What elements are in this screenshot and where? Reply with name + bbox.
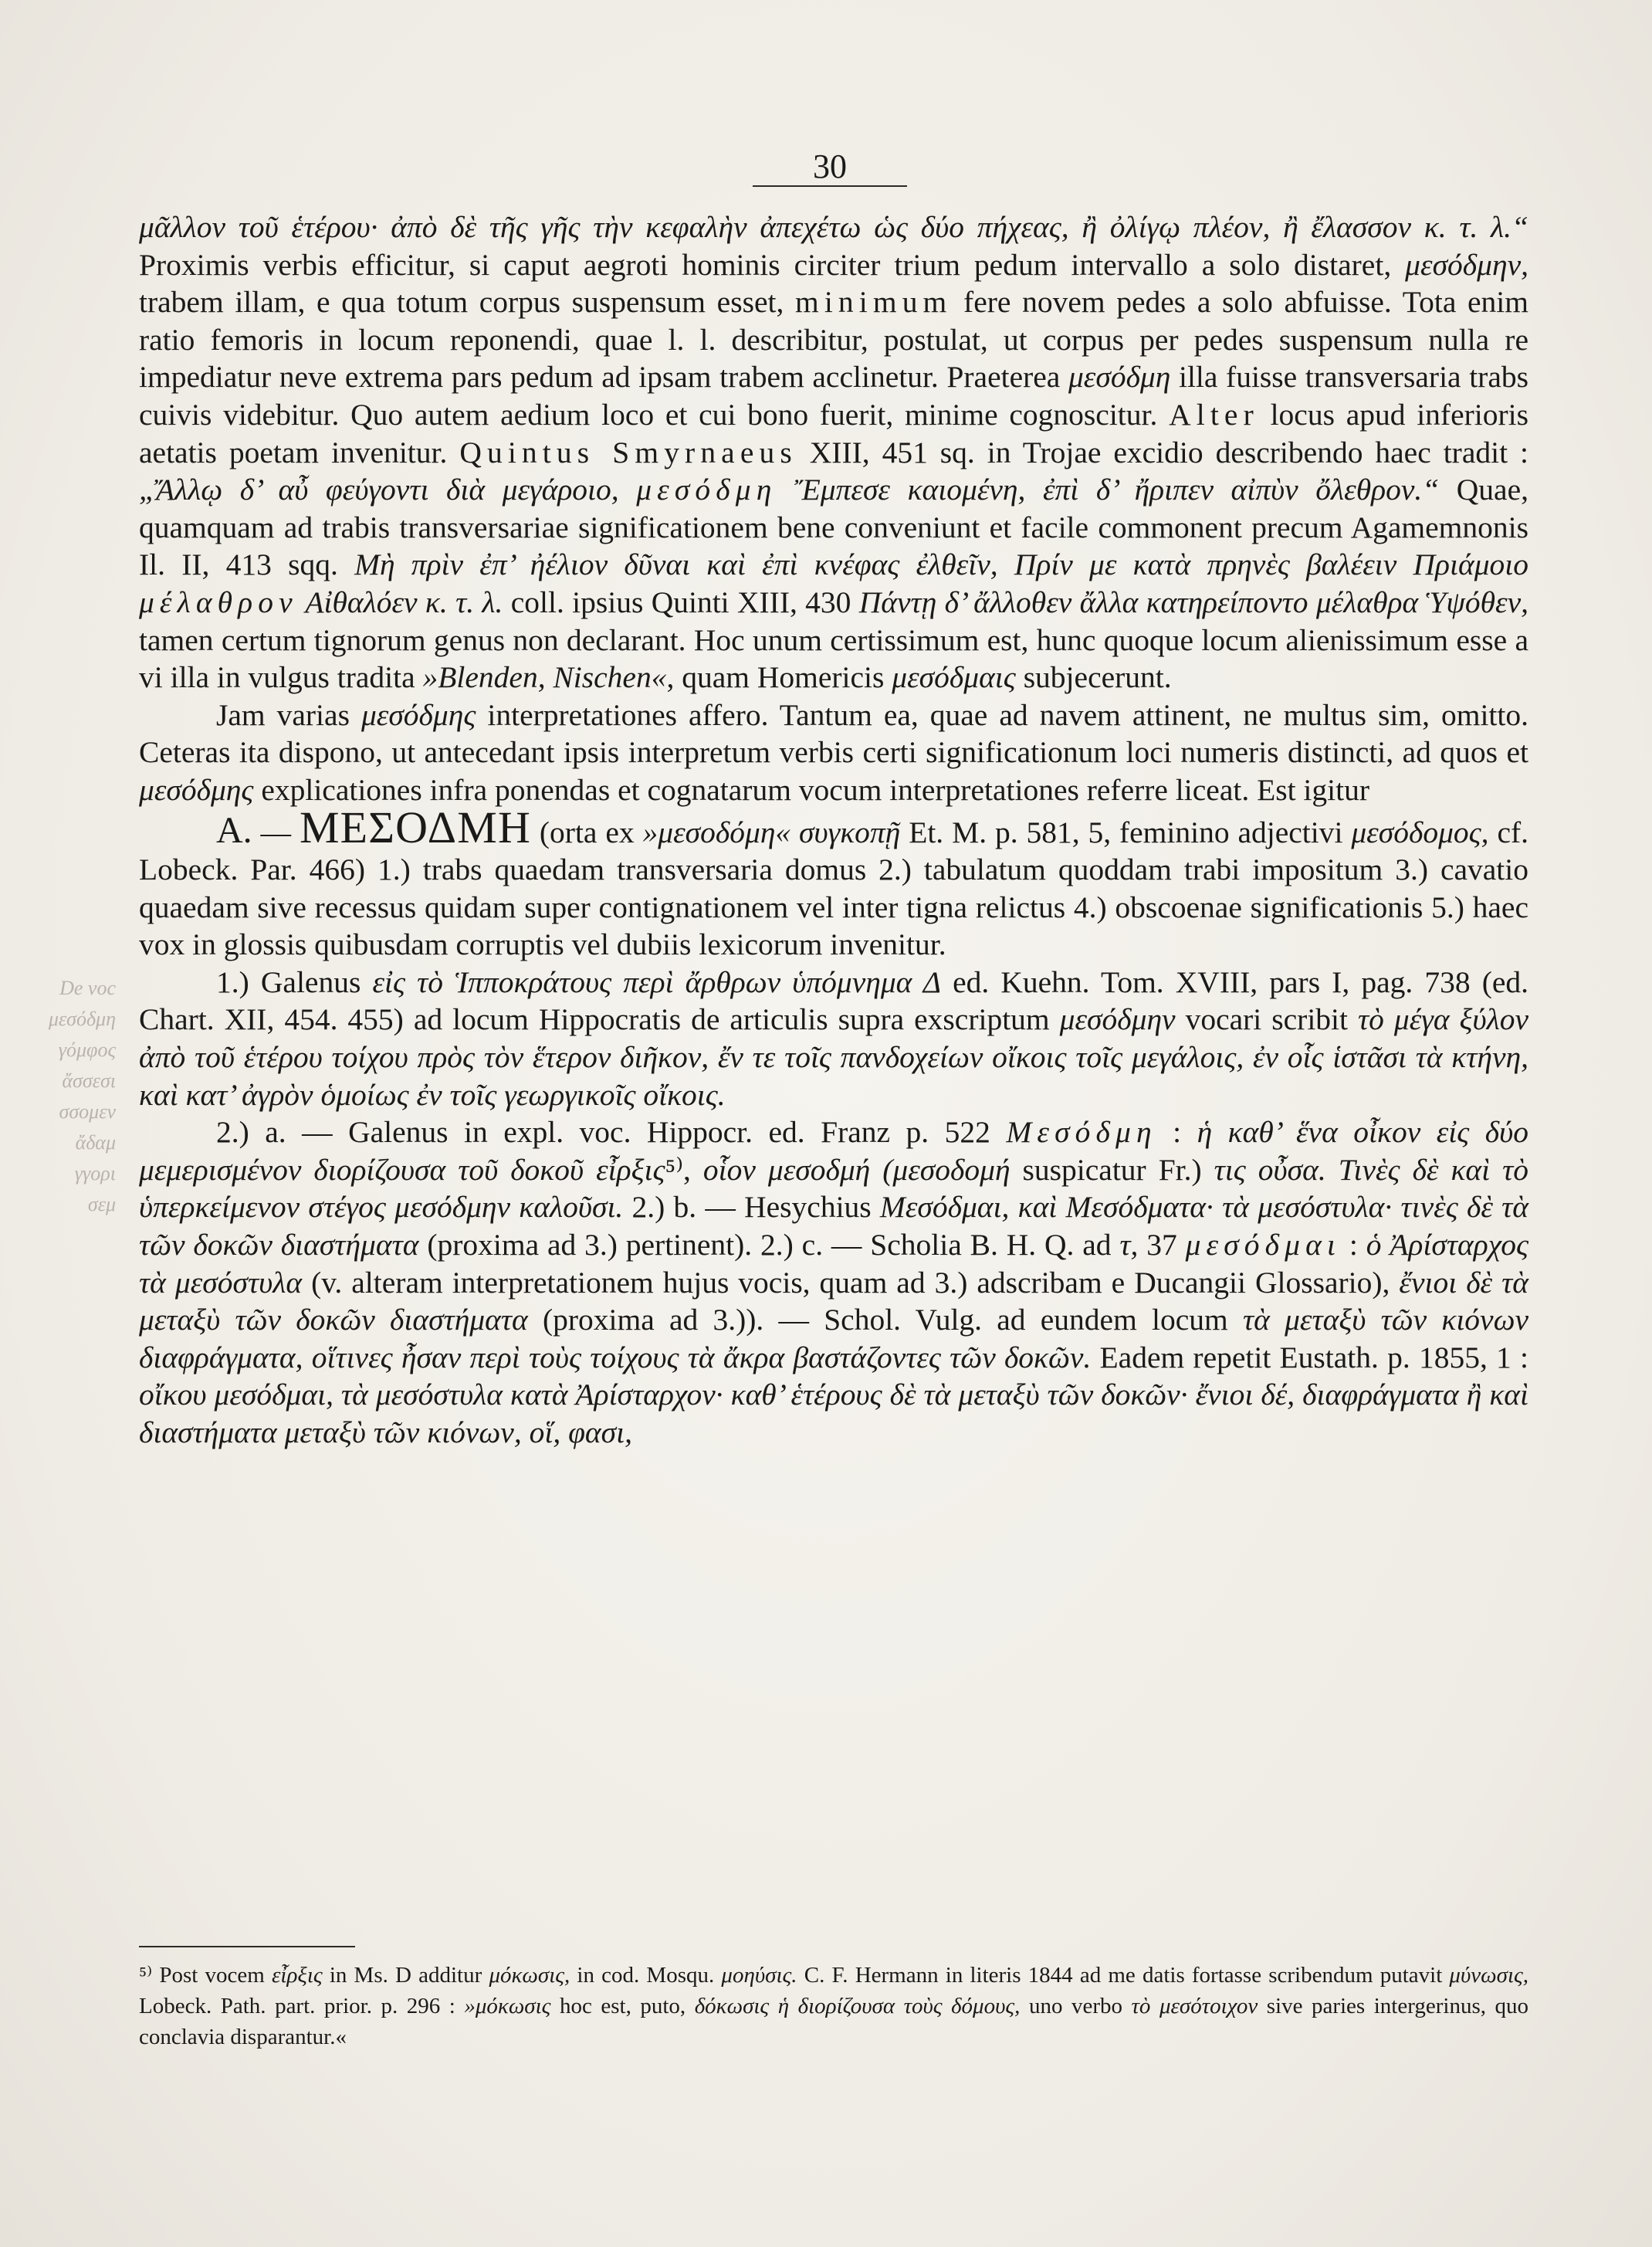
text-run: μεσόδμην, <box>1405 247 1528 282</box>
text-run: Μεσόδμη <box>1006 1115 1157 1150</box>
text-run: cf. Lobeck. Par. 466) 1.) trabs quaedam transversaria domus 2.) tabulatum quoddam trabi impositum 3.) cavatio quaedam sive recessus quidam super contignationem vel inter tigna relictus 4.) obscoenae significationis 5.) haec vox in glossis quibusdam corruptis vel dubiis lexicorum invenitur. <box>139 815 1529 962</box>
bleed-through-text: De voc μεσόδμη γόμφος ἄσσεσι σσομεν ἄδαμ γγορι σεμ <box>48 977 116 1215</box>
text-run: εἰς τὸ Ἱπποκράτους περὶ ἄρθρων ὑπόμνημα Δ <box>372 964 941 999</box>
text-run: μᾶλλον τοῦ ἑτέρου· ἀπὸ δὲ τῆς γῆς τὴν κεφαλὴν ἀπεχέτω ὡς δύο πήχεας, ἢ ὀλίγῳ πλέον, ἢ ἔλασσον κ. τ. λ.“ <box>139 210 1528 244</box>
text-run: , <box>683 1152 703 1187</box>
text-run: (orta ex <box>531 815 643 849</box>
text-run: Μὴ πρὶν ἐπ’ ἠέλιον δῦναι καὶ ἐπὶ κνέφας ἐλθεῖν, Πρίν με κατὰ πρηνὲς βαλέειν Πριάμοιο <box>354 547 1528 582</box>
text-run: explicationes infra ponendas et cognatarum vocum interpretationes referre liceat. Est igitur <box>253 772 1370 807</box>
text-run: μεσόδμαις <box>892 660 1016 695</box>
text-run: μεσόδμη <box>636 473 777 507</box>
text-run: in Ms. D additur <box>322 1963 489 1988</box>
text-run: (v. alteram interpretationem hujus vocis, quam ad 3.) adscribam e Ducangii Glossario), <box>302 1265 1400 1300</box>
text-run: A. <box>216 809 252 851</box>
text-run: trabem illam, e qua totum corpus suspensum esset, <box>139 285 795 320</box>
text-run: interpretationes affero. Tantum ea, quae ad navem attinent, ne multus sim, omitto. Ceteras ita dispono, ut antecedant ipsis interpretum verbis certi significationum loci numeris distincti, ad quos et <box>139 697 1528 770</box>
text-run: locus apud inferioris aetatis poetam invenitur. <box>139 397 1528 469</box>
text-run: Μεσόδμαι, καὶ Μεσόδματα· τὰ μεσόστυλα· τινὲς δὲ τὰ τῶν δοκῶν διαστήματα <box>139 1190 1529 1262</box>
text-run: fere novem pedes a solo abfuisse. Tota enim ratio femoris in locum reponendi, quae l. l. describitur, postulat, ut corpus per pedes suspensum nulla re impediatur neve extrema pars pedum ad ipsam trabem acclinetur. Praeterea <box>139 285 1528 395</box>
text-run: ⁵⁾ Post vocem <box>139 1963 272 1988</box>
text-run: μεσόδμην <box>1059 1002 1176 1037</box>
text-run: : <box>1341 1228 1366 1262</box>
page-number-rule <box>753 185 907 187</box>
footnote-rule <box>139 1946 355 1947</box>
text-run: ⁵⁾ <box>665 1152 684 1187</box>
text-run: Proximis verbis efficitur, si caput aegroti hominis circiter trium pedum intervallo a solo distaret, <box>139 247 1406 282</box>
text-run: 1.) Galenus <box>216 964 373 999</box>
text-run: (proxima ad 3.)). — Schol. Vulg. ad eundem locum <box>527 1303 1243 1337</box>
paragraph-3-lemma <box>139 802 1529 964</box>
text-run: μεσόδμης <box>139 772 254 807</box>
text-run: — <box>252 815 300 849</box>
text-run: μεσόδομος, <box>1351 815 1489 849</box>
text-run: ἡ καθ’ ἕνα οἶκον εἰς δύο μεμερισμένον διορίζουσα τοῦ δοκοῦ εἶρξις <box>139 1115 1529 1187</box>
text-run: uno verbo <box>1020 1994 1132 2018</box>
footnote <box>139 1960 1528 2052</box>
text-run: Alter <box>1169 397 1259 432</box>
footnote-5 <box>139 1960 1528 2052</box>
text-run: Quae, quamquam ad trabis transversariae significationem bene conveniunt et facile commonent precum Agamemnonis Il. II, 413 sqq. <box>139 473 1528 582</box>
text-run: Lobeck. Path. part. prior. p. 296 : <box>139 1994 465 2018</box>
text-run: tamen certum tignorum genus non declarant. Hoc unum certissimum est, hunc quoque locum alienissimum esse a vi illa in vulgus tradita <box>139 622 1528 695</box>
text-run: τὸ μέγα ξύλον ἀπὸ τοῦ ἑτέρου τοίχου πρὸς τὸν ἕτερον διῆκον, ἔν τε τοῖς πανδοχείων οἴκοις τοῖς μεγάλοις, ἐν οἷς ἱστᾶσι τὰ κτήνη, καὶ κατ’ ἀγρὸν ὁμοίως ἐν τοῖς γεωργικοῖς οἴκοις. <box>139 1002 1528 1112</box>
body-text <box>139 208 1528 1452</box>
page-number: 30 <box>813 147 847 185</box>
text-run: μοηύσις. <box>721 1963 797 1988</box>
paragraph-4 <box>139 964 1528 1113</box>
text-run: Jam varias <box>216 697 361 732</box>
text-run: μεσόδμαι <box>1185 1228 1341 1262</box>
paragraph-2 <box>139 696 1528 809</box>
text-run: (proxima ad 3.) pertinent). 2.) c. — Scholia B. H. Q. ad <box>418 1228 1120 1262</box>
text-run: Et. M. p. 581, 5, feminino adjectivi <box>900 815 1352 849</box>
text-run: ἔνιοι δὲ τὰ μεταξὺ τῶν δοκῶν διαστήματα <box>139 1265 1528 1337</box>
text-run: τις οὖσα. Τινὲς δὲ καὶ τὸ ὑπερκείμενον στέγος μεσόδμην καλοῦσι. <box>139 1152 1528 1225</box>
text-run: vocari scribit <box>1175 1002 1358 1037</box>
text-run: Quintus Smyrnaeus <box>459 435 797 469</box>
text-run: Ἔμπεσε καιομένη, ἐπὶ δ’ ἤριπεν αἰπὺν ὄλεθρον.“ <box>777 473 1440 507</box>
text-run: Eadem repetit Eustath. p. 1855, 1 : <box>1091 1340 1529 1374</box>
text-run: suspicatur Fr.) <box>1010 1152 1214 1187</box>
text-run: hoc est, puto, <box>550 1994 695 2018</box>
text-run: ed. Kuehn. Tom. XVIII, pars I, pag. 738 (ed. Chart. XII, 454. 455) ad locum Hippocratis de articulis supra exscriptum <box>139 964 1529 1037</box>
text-run: in cod. Mosqu. <box>570 1963 722 1988</box>
text-run: : <box>1156 1115 1197 1150</box>
text-run: οἷον μεσοδμή (μεσοδομή <box>702 1152 1010 1187</box>
text-run: μέλαθρον <box>139 585 298 619</box>
text-run: subjecerunt. <box>1015 660 1172 695</box>
text-run: 2.) a. — Galenus in expl. voc. Hippocr. ed. Franz p. 522 <box>216 1115 1007 1150</box>
text-run: C. F. Hermann in literis 1844 ad me datis fortasse scribendum putavit <box>797 1963 1450 1988</box>
text-run: ΜΕΣΟΔΜΗ <box>299 802 532 852</box>
text-run: coll. ipsius Quinti XIII, 430 <box>503 585 859 619</box>
text-run: sive paries intergerinus, quo conclavia disparantur.« <box>139 1994 1529 2049</box>
text-run: XIII, 451 sq. in Trojae excidio describendo haec tradit : <box>797 435 1528 469</box>
text-run: „Ἄλλῳ δ’ αὖ φεύγοντι διὰ μεγάροιο, <box>139 473 637 507</box>
text-run: μεσόδμης <box>361 697 476 732</box>
text-run: »μεσοδόμη« συγκοπῇ <box>642 815 901 849</box>
text-run: minimum <box>795 285 953 320</box>
text-run: τὰ μεταξὺ τῶν κιόνων διαφράγματα, οἵτινες ἦσαν περὶ τοὺς τοίχους τὰ ἄκρα βαστάζοντες τῶν δοκῶν. <box>139 1303 1529 1374</box>
text-run: μύνωσις, <box>1449 1963 1529 1988</box>
paragraph-5 <box>139 1113 1528 1451</box>
text-run: τὸ μεσότοιχον <box>1131 1994 1258 2018</box>
text-run: μεσόδμη <box>1068 360 1171 395</box>
text-run: δόκωσις ἡ διορίζουσα τοὺς δόμους, <box>694 1994 1021 2018</box>
text-run: Αἰθαλόεν κ. τ. λ. <box>297 585 503 619</box>
text-run: 37 <box>1138 1228 1186 1262</box>
text-run: »Blenden, Nischen« <box>422 660 667 695</box>
text-run: Πάντῃ δ’ ἄλλοθεν ἄλλα κατηρείποντο μέλαθρα Ὑψόθεν, <box>858 585 1528 619</box>
text-run: ὁ Ἀρίσταρχος τὰ μεσόστυλα <box>139 1228 1528 1300</box>
text-run: οἴκου μεσόδμαι, τὰ μεσόστυλα κατὰ Ἀρίσταρχον· καθ’ ἑτέρους δὲ τὰ μεταξὺ τῶν δοκῶν· ἔνιοι δέ, διαφράγματα ἢ καὶ διαστήματα μεταξὺ τῶν κιόνων, οἵ, φασι, <box>139 1378 1528 1449</box>
text-run: τ, <box>1119 1228 1139 1262</box>
text-run: 2.) b. — Hesychius <box>623 1190 880 1225</box>
text-run: »μόκωσις <box>464 1994 551 2018</box>
text-run: , quam Homericis <box>666 660 892 695</box>
paragraph-1 <box>139 208 1528 696</box>
text-run: illa fuisse transversaria trabs cuivis videbitur. Quo autem aedium loco et cui bono fuerit, minime cognoscitur. <box>139 360 1528 432</box>
text-run: μόκωσις, <box>489 1963 570 1988</box>
text-run: εἶρξις <box>272 1963 323 1988</box>
